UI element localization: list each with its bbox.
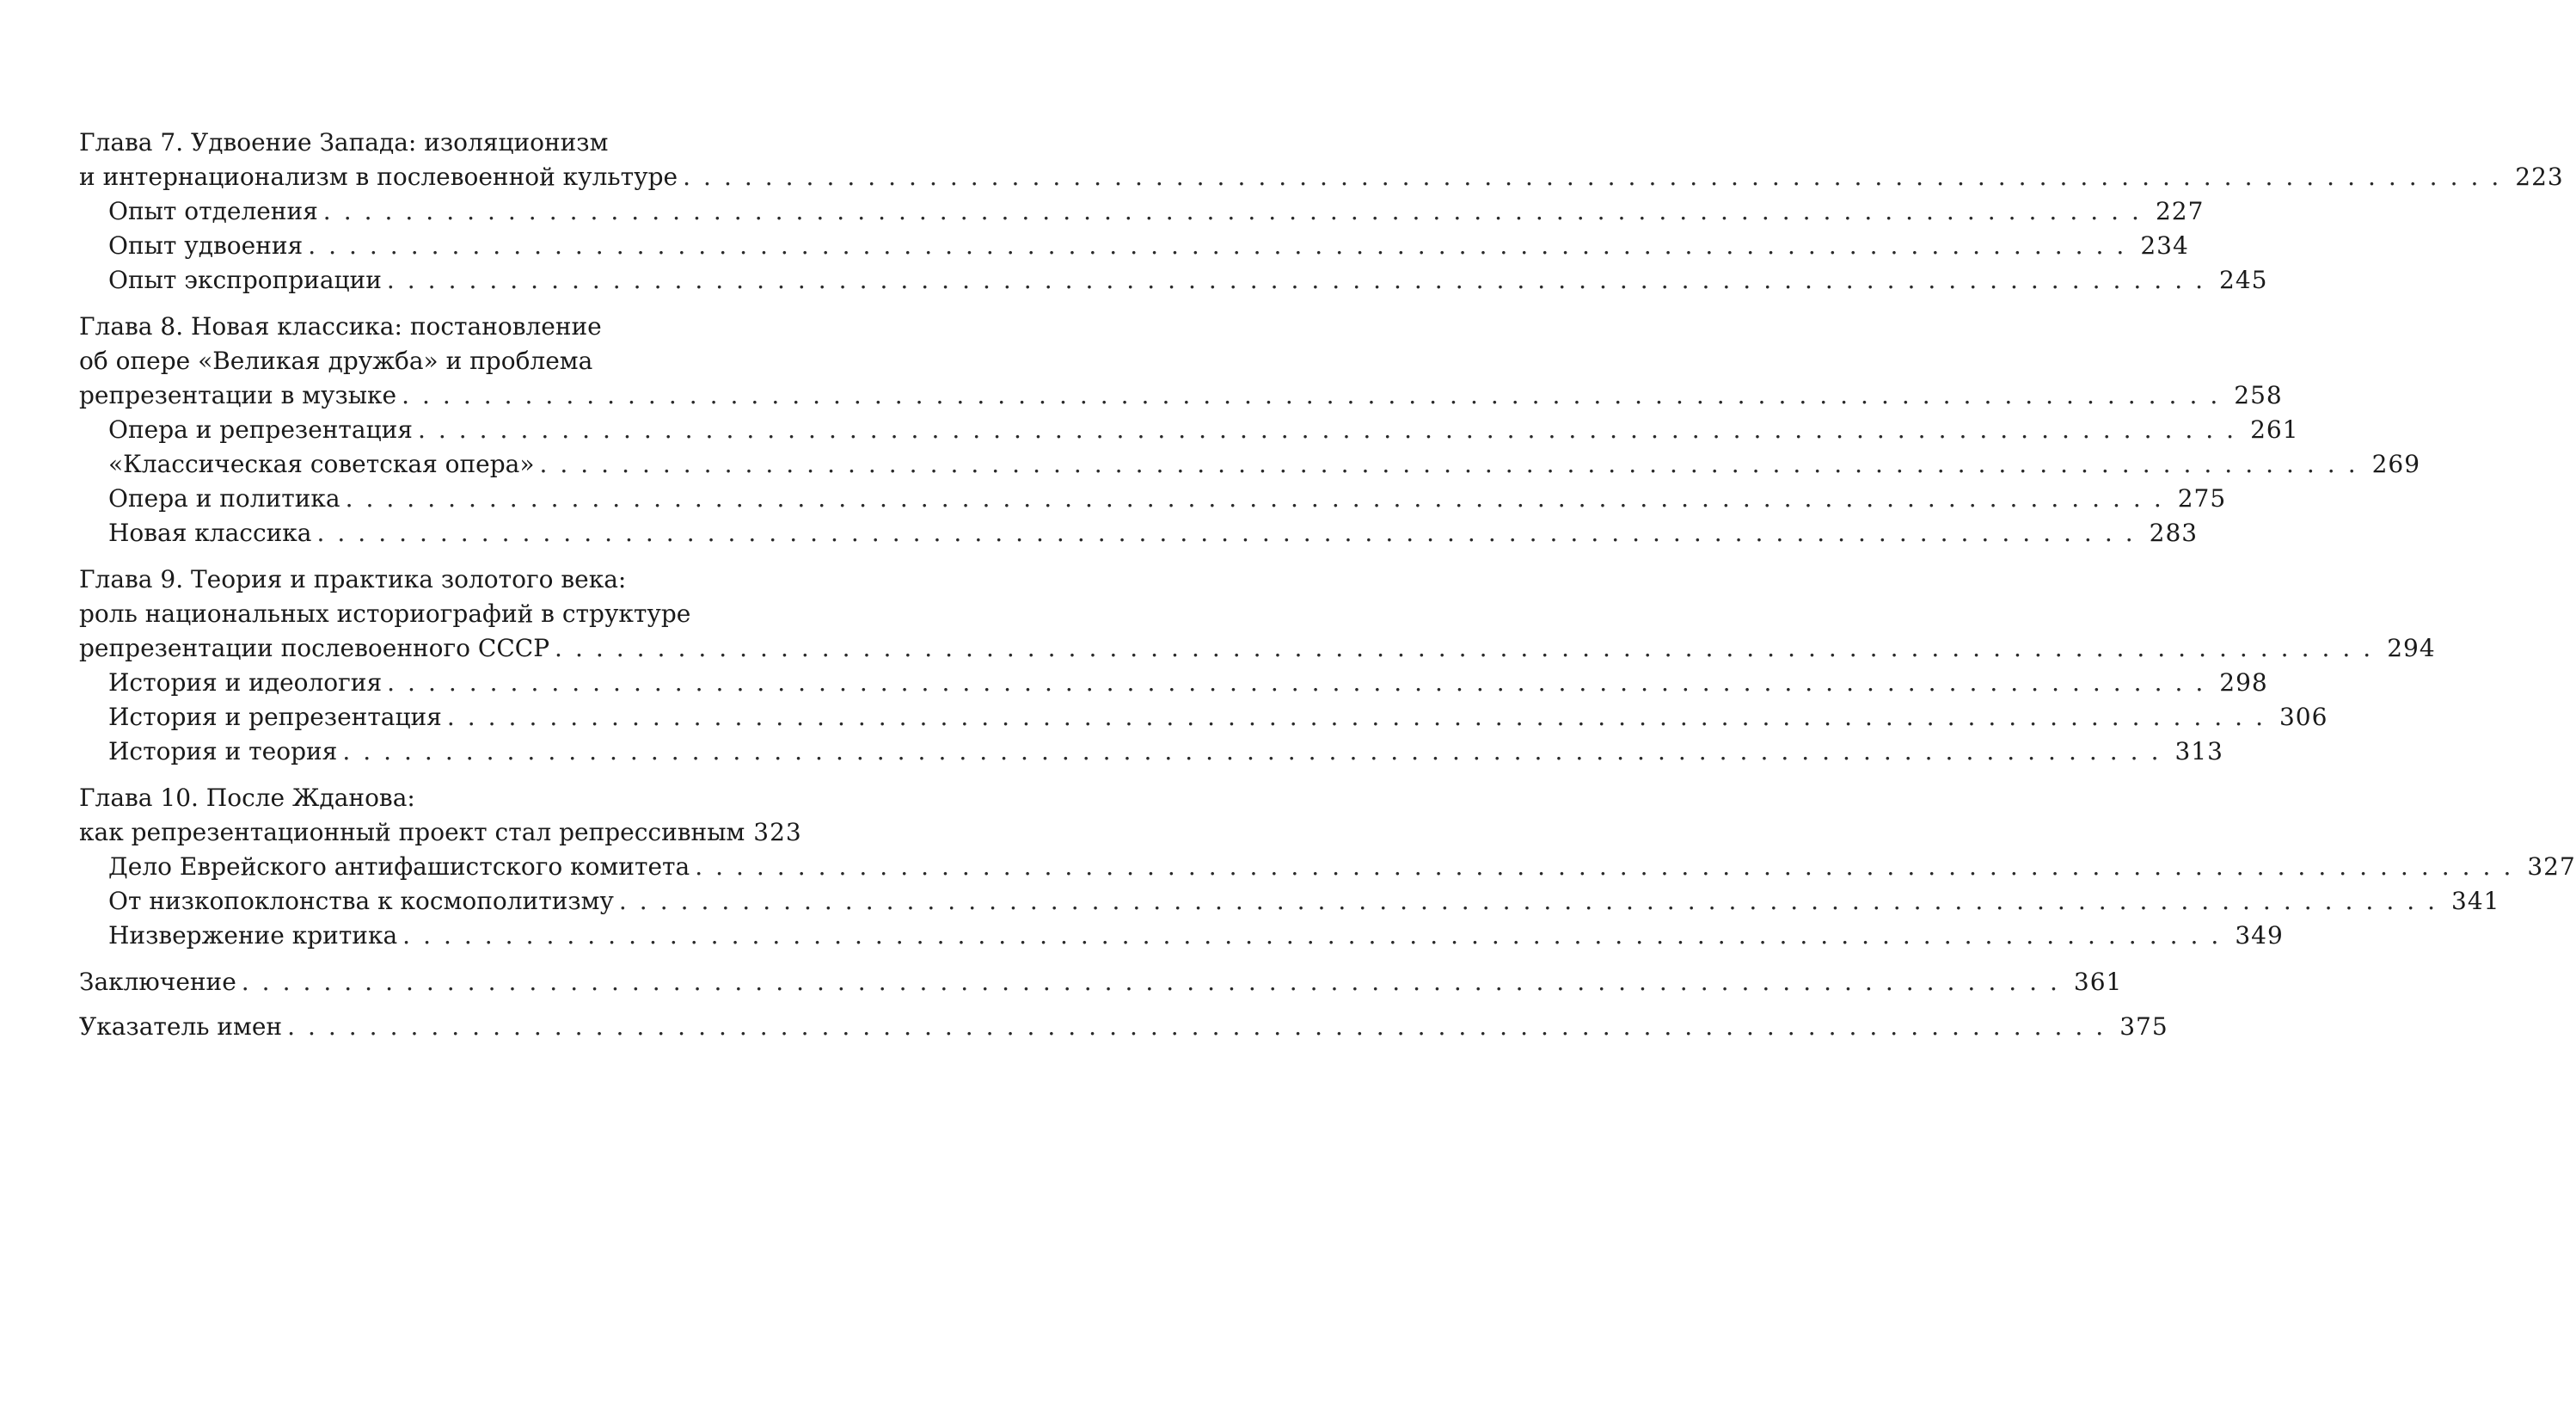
section-entry[interactable]: [79, 884, 2500, 919]
page-number: 375: [2119, 1012, 2168, 1041]
section-entry[interactable]: [79, 700, 2328, 735]
dot-leader: .........................................................................................: [342, 737, 2172, 765]
index-entry[interactable]: [79, 1010, 2168, 1044]
page-number: 258: [2234, 381, 2283, 409]
chapter-heading-line: Глава 9. Теория и практика золотого века:: [79, 565, 627, 593]
section-title: История и теория: [108, 737, 338, 765]
chapter-entry[interactable]: [79, 631, 2436, 666]
page-number: 323: [753, 818, 802, 846]
dot-leader: .........................................................................................: [322, 197, 2152, 225]
section-entry[interactable]: [79, 482, 2227, 516]
table-of-contents: [79, 126, 2576, 1054]
chapter-title-line: репрезентации послевоенного СССР: [79, 634, 550, 662]
section-title: Дело Еврейского антифашистского комитета: [108, 852, 690, 881]
chapter-title-line: и интернационализм в послевоенной культуре: [79, 163, 678, 191]
section-entry[interactable]: [79, 516, 2199, 550]
dot-leader: .........................................................................................: [446, 703, 2276, 731]
dot-leader: .........................................................................................: [345, 484, 2174, 513]
section-entry[interactable]: [79, 666, 2268, 700]
page-number: 313: [2174, 737, 2223, 765]
page-number: 269: [2371, 450, 2421, 478]
section-title: «Классическая советская опера»: [108, 450, 535, 478]
dot-leader: .........................................................................................: [402, 381, 2231, 409]
section-entry[interactable]: [79, 919, 2284, 953]
dot-leader: .........................................................................................: [387, 668, 2217, 697]
section-entry[interactable]: [79, 263, 2268, 298]
page-number: 349: [2235, 921, 2284, 950]
chapter-title-line: репрезентации в музыке: [79, 381, 397, 409]
section-title: Опыт экспроприации: [108, 266, 382, 294]
dot-leader: .........................................................................................: [386, 266, 2217, 294]
dot-leader: .........................................................................................: [402, 921, 2232, 950]
section-title: Опера и репрезентация: [108, 415, 413, 444]
section-entry[interactable]: [79, 447, 2421, 482]
chapter-entry[interactable]: [79, 378, 2283, 413]
chapter-8: [79, 310, 2421, 550]
dot-leader: .........................................................................................: [683, 163, 2512, 191]
dot-leader: .........................................................................................: [417, 415, 2248, 444]
page-number: 306: [2279, 703, 2328, 731]
conclusion-title: Заключение: [79, 968, 236, 996]
section-entry[interactable]: [79, 413, 2299, 447]
index-title: Указатель имен: [79, 1012, 283, 1041]
dot-leader: .........................................................................................: [316, 519, 2146, 547]
page-number: 341: [2451, 887, 2500, 915]
chapter-9: [79, 563, 2436, 769]
chapter-heading-line: Глава 10. После Жданова:: [79, 784, 415, 812]
chapter-heading-line: Глава 7. Удвоение Запада: изоляционизм: [79, 128, 609, 157]
section-title: Опыт отделения: [108, 197, 318, 225]
chapter-10: [79, 781, 2576, 953]
section-title: Опера и политика: [108, 484, 340, 513]
page-number: 261: [2250, 415, 2299, 444]
chapter-heading-line: об опере «Великая дружба» и проблема: [79, 347, 593, 375]
page-number: 283: [2149, 519, 2199, 547]
dot-leader: .........................................................................................: [695, 852, 2524, 881]
page-number: 294: [2387, 634, 2436, 662]
page-number: 245: [2219, 266, 2268, 294]
page-number: 227: [2155, 197, 2205, 225]
section-title: Низвержение критика: [108, 921, 398, 950]
section-title: История и репрезентация: [108, 703, 442, 731]
page-number: 234: [2140, 231, 2189, 260]
chapter-entry[interactable]: [79, 160, 2564, 194]
dot-leader: .........................................................................................: [287, 1012, 2117, 1041]
page-number: 361: [2073, 968, 2123, 996]
section-title: История и идеология: [108, 668, 383, 697]
dot-leader: .........................................................................................: [618, 887, 2449, 915]
section-entry[interactable]: [79, 850, 2576, 884]
chapter-7: [79, 126, 2564, 298]
page-number: 327: [2527, 852, 2576, 881]
dot-leader: .........................................................................................: [555, 634, 2384, 662]
page-number: 298: [2219, 668, 2268, 697]
dot-leader: .........................................................................................: [308, 231, 2137, 260]
section-entry[interactable]: [79, 735, 2223, 769]
section-entry[interactable]: [79, 194, 2205, 229]
chapter-entry[interactable]: [79, 815, 802, 850]
section-title: Опыт удвоения: [108, 231, 304, 260]
section-title: От низкопоклонства к космополитизму: [108, 887, 614, 915]
section-entry[interactable]: [79, 229, 2189, 263]
chapter-heading-line: роль национальных историографий в структуре: [79, 599, 691, 628]
chapter-title-line: как репрезентационный проект стал репрессивным: [79, 818, 745, 846]
conclusion-entry[interactable]: [79, 965, 2123, 999]
dot-leader: .........................................................................................: [539, 450, 2369, 478]
page-number: 223: [2515, 163, 2564, 191]
page-number: 275: [2177, 484, 2227, 513]
section-title: Новая классика: [108, 519, 312, 547]
dot-leader: .........................................................................................: [241, 968, 2070, 996]
chapter-heading-line: Глава 8. Новая классика: постановление: [79, 312, 602, 341]
